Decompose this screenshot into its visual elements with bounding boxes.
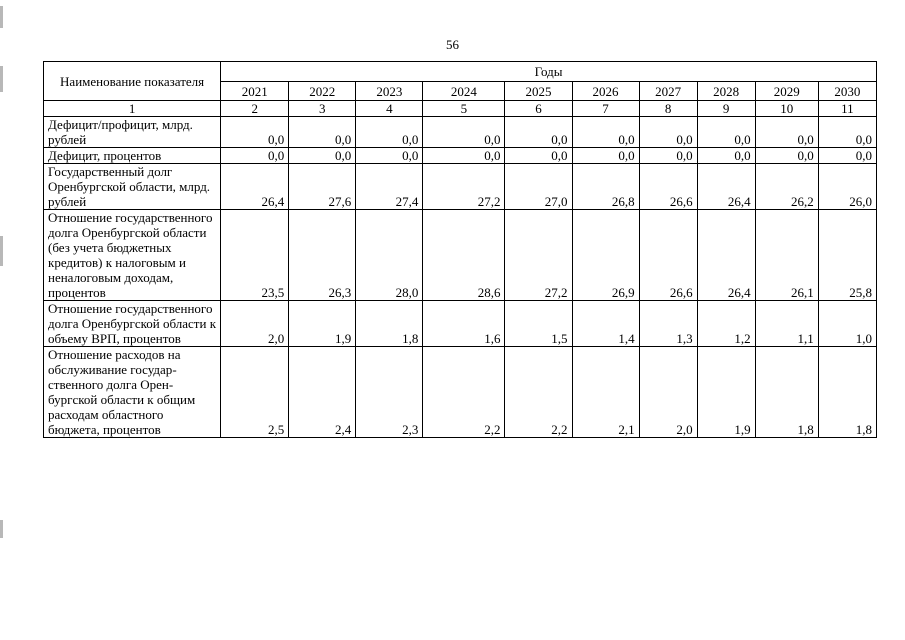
indicator-value: 25,8 xyxy=(818,210,876,301)
indicator-value: 0,0 xyxy=(697,117,755,148)
indicator-value: 0,0 xyxy=(755,117,818,148)
table-row xyxy=(44,347,877,438)
indicator-name: Дефицит/профицит, млрд. рублей xyxy=(44,117,221,148)
indicator-value: 0,0 xyxy=(289,148,356,164)
indicator-value: 28,6 xyxy=(423,210,505,301)
indicator-value: 2,0 xyxy=(639,347,697,438)
indicator-value: 1,8 xyxy=(356,301,423,347)
table-row xyxy=(44,301,877,347)
scan-edge-mark xyxy=(0,6,3,28)
indicator-name: Дефицит, процентов xyxy=(44,148,221,164)
indicator-value: 26,4 xyxy=(697,210,755,301)
indicator-value: 0,0 xyxy=(572,117,639,148)
indicator-value: 1,6 xyxy=(423,301,505,347)
indicator-value: 0,0 xyxy=(818,117,876,148)
indicator-value: 26,8 xyxy=(572,164,639,210)
indicator-value: 28,0 xyxy=(356,210,423,301)
indicator-value: 0,0 xyxy=(356,148,423,164)
page-number: 56 xyxy=(446,37,459,52)
indicator-name: Отношение государственного долга Оренбургской области (без учета бюджетных кредитов) к налоговым и неналоговым доходам, процентов xyxy=(44,210,221,301)
table-row xyxy=(44,210,877,301)
header-year: 2021 xyxy=(221,82,289,101)
column-number: 11 xyxy=(818,101,876,117)
table-row xyxy=(44,164,877,210)
indicator-value: 0,0 xyxy=(423,148,505,164)
indicator-value: 0,0 xyxy=(639,148,697,164)
indicator-value: 1,9 xyxy=(289,301,356,347)
indicator-value: 26,3 xyxy=(289,210,356,301)
indicator-value: 0,0 xyxy=(289,117,356,148)
indicator-value: 0,0 xyxy=(221,117,289,148)
indicator-value: 26,1 xyxy=(755,210,818,301)
indicator-value: 0,0 xyxy=(818,148,876,164)
column-number: 5 xyxy=(423,101,505,117)
indicator-value: 2,2 xyxy=(423,347,505,438)
indicator-value: 0,0 xyxy=(505,148,572,164)
indicator-value: 27,0 xyxy=(505,164,572,210)
indicator-value: 27,2 xyxy=(423,164,505,210)
scan-edge-mark xyxy=(0,66,3,92)
indicator-value: 0,0 xyxy=(755,148,818,164)
indicator-value: 2,0 xyxy=(221,301,289,347)
header-year: 2026 xyxy=(572,82,639,101)
header-year: 2027 xyxy=(639,82,697,101)
indicator-value: 0,0 xyxy=(423,117,505,148)
column-number: 7 xyxy=(572,101,639,117)
indicator-name: Отношение государственного долга Оренбургской области к объему ВРП, процентов xyxy=(44,301,221,347)
column-number: 1 xyxy=(44,101,221,117)
indicator-value: 2,4 xyxy=(289,347,356,438)
scan-edge-mark xyxy=(0,236,3,266)
indicator-value: 1,8 xyxy=(818,347,876,438)
indicator-value: 26,2 xyxy=(755,164,818,210)
indicator-value: 27,4 xyxy=(356,164,423,210)
column-number: 8 xyxy=(639,101,697,117)
indicator-value: 26,0 xyxy=(818,164,876,210)
header-year: 2022 xyxy=(289,82,356,101)
header-years: Годы xyxy=(221,62,877,82)
column-number: 2 xyxy=(221,101,289,117)
header-year: 2029 xyxy=(755,82,818,101)
column-number: 6 xyxy=(505,101,572,117)
indicator-value: 2,1 xyxy=(572,347,639,438)
header-year: 2030 xyxy=(818,82,876,101)
indicator-value: 0,0 xyxy=(505,117,572,148)
indicator-value: 26,4 xyxy=(221,164,289,210)
indicator-value: 0,0 xyxy=(697,148,755,164)
indicator-value: 1,3 xyxy=(639,301,697,347)
scan-edge-mark xyxy=(0,520,3,538)
table-row xyxy=(44,117,877,148)
header-year: 2025 xyxy=(505,82,572,101)
indicator-value: 26,6 xyxy=(639,210,697,301)
column-number: 4 xyxy=(356,101,423,117)
column-number: 10 xyxy=(755,101,818,117)
indicator-value: 1,4 xyxy=(572,301,639,347)
indicator-value: 26,6 xyxy=(639,164,697,210)
indicator-name: Государственный долг Оренбургской области, млрд. рублей xyxy=(44,164,221,210)
indicator-value: 1,2 xyxy=(697,301,755,347)
indicator-value: 23,5 xyxy=(221,210,289,301)
indicator-value: 27,6 xyxy=(289,164,356,210)
header-year: 2023 xyxy=(356,82,423,101)
table-row xyxy=(44,148,877,164)
indicator-name: Отношение расходов на обслуживание государственного долга Оренбургской области к общим расходам областного бюджета, процентов xyxy=(44,347,221,438)
indicator-value: 1,0 xyxy=(818,301,876,347)
indicator-value: 2,5 xyxy=(221,347,289,438)
header-year: 2024 xyxy=(423,82,505,101)
indicator-value: 26,9 xyxy=(572,210,639,301)
indicator-value: 1,9 xyxy=(697,347,755,438)
indicator-value: 2,2 xyxy=(505,347,572,438)
column-number: 9 xyxy=(697,101,755,117)
indicator-value: 0,0 xyxy=(639,117,697,148)
indicators-table xyxy=(43,61,877,438)
indicator-value: 1,5 xyxy=(505,301,572,347)
column-number: 3 xyxy=(289,101,356,117)
indicator-value: 1,8 xyxy=(755,347,818,438)
indicator-value: 26,4 xyxy=(697,164,755,210)
indicator-value: 0,0 xyxy=(221,148,289,164)
indicator-value: 2,3 xyxy=(356,347,423,438)
indicator-value: 0,0 xyxy=(356,117,423,148)
indicator-value: 27,2 xyxy=(505,210,572,301)
header-indicator-name: Наименование показателя xyxy=(44,62,221,101)
indicator-value: 1,1 xyxy=(755,301,818,347)
header-year: 2028 xyxy=(697,82,755,101)
indicator-value: 0,0 xyxy=(572,148,639,164)
